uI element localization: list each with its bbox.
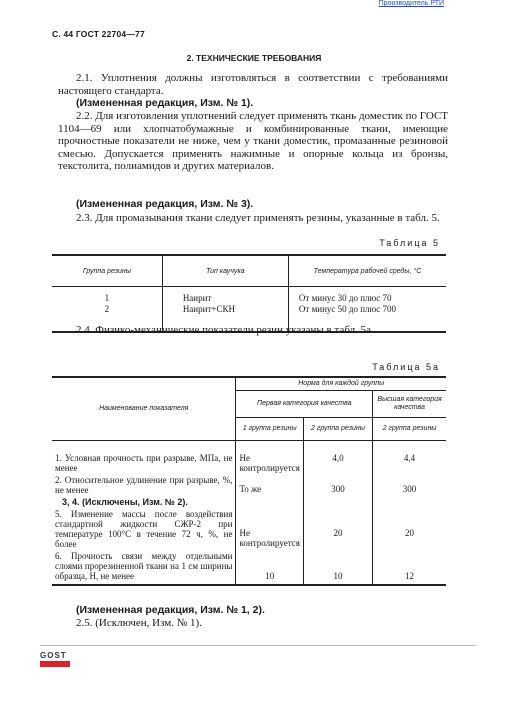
table5a-row4-gh: 20 <box>373 508 446 550</box>
table5a-row3-g2 <box>303 496 372 508</box>
table-5a <box>52 376 446 586</box>
table5a-row5-g2: 10 <box>303 550 372 585</box>
table5a-row3-gh <box>373 496 446 508</box>
table5a-row4-name: 5. Изменение массы после воздействия стандартной жидкости СЖР-2 при температуре 100°С в течение 72 ч, %, не более <box>52 508 236 550</box>
table5a-header-name: Наименование показателя <box>52 377 236 441</box>
table5-row2-group: 2 <box>104 303 110 314</box>
gost-logo-word: GOST <box>40 651 67 660</box>
paragraph-2-5: 2.5. (Исключен, Изм. № 1). <box>76 617 202 629</box>
table5a-caption: Таблица 5а <box>372 362 440 372</box>
table5a-row2-gh: 300 <box>373 474 446 496</box>
table5a-row3-name: 3, 4. (Исключены, Изм. № 2). <box>52 496 236 508</box>
paragraph-2-2: 2.2. Для изготовления уплотнений следует применять ткань доместик по ГОСТ 1104—69 или хлопчатобумажные и комбинированные ткани, имеющие прочностные показатели не ниже, чем у ткани доместик, промазанные резиновой смесью. Допускается применять нажимные и опорные кольца из бронзы, текстолита, полиамидов и других материалов. <box>58 110 448 172</box>
paragraph-2-3: 2.3. Для промазывания ткани следует применять резины, указанные в табл. 5. <box>76 212 440 224</box>
table5a-row2-g2: 300 <box>303 474 372 496</box>
table5a-row1-gh: 4,4 <box>373 441 446 475</box>
table5-header-temp: Температура рабочей среды, °С <box>288 255 446 287</box>
table5a-row1-name: 1. Условная прочность при разрыве, МПа, не менее <box>52 441 236 475</box>
table5a-header-norm: Норма для каждой группы <box>236 377 446 391</box>
table5-row1-group: 1 <box>104 293 110 303</box>
page-header: С. 44 ГОСТ 22704—77 <box>52 29 145 39</box>
edit-note-2-2: (Измененная редакция, Изм. № 3). <box>76 198 254 210</box>
table5a-row1-g2: 4,0 <box>303 441 372 475</box>
table-5 <box>52 254 446 333</box>
table5a-row4-g1: Не контролируется <box>236 508 303 550</box>
table5a-row5-gh: 12 <box>373 550 446 585</box>
table5a-row5-name: 6. Прочность связи между отдельными слоями прорезиненной ткани на 1 см ширины образца, Н, не менее <box>52 550 236 585</box>
table5a-header-cat-high: Высшая категория качества <box>373 391 446 418</box>
table5-row2-temp: От минус 50 до плюс 700 <box>298 303 397 314</box>
table5-header-rubber: Тип каучука <box>162 255 288 287</box>
footer-rule <box>40 645 476 646</box>
gost-logo <box>40 652 70 668</box>
paragraph-2-1: 2.1. Уплотнения должны изготовляться в соответствии с требованиями настоящего стандарта. <box>58 72 448 97</box>
table5-row2-rubber: Наирит+СКН <box>182 303 235 314</box>
table5a-row1-g1: Не контролируется <box>236 441 303 475</box>
table5a-header-g1: 1 группа резины <box>236 418 303 441</box>
table5a-row4-g2: 20 <box>303 508 372 550</box>
edit-note-2-1: (Измененная редакция, Изм. № 1). <box>76 97 254 109</box>
top-link[interactable]: Производитель РТИ <box>378 0 444 7</box>
table5a-header-g2: 2 группа резины <box>303 418 372 441</box>
table5a-row3-g1 <box>236 496 303 508</box>
table5a-row2-name: 2. Относительное удлинение при разрыве, %, не менее <box>52 474 236 496</box>
table5a-row2-g1: То же <box>236 474 303 496</box>
table5a-row5-g1: 10 <box>236 550 303 585</box>
paragraph-2-4: 2.4. Физико-механические показатели резин указаны в табл. 5а. <box>76 324 374 336</box>
table5a-header-cat1: Первая категория качества <box>236 391 373 418</box>
section-title: 2. ТЕХНИЧЕСКИЕ ТРЕБОВАНИЯ <box>186 53 322 63</box>
table5a-header-g2-high: 2 группа резины <box>373 418 446 441</box>
gost-logo-bar <box>40 661 70 667</box>
edit-note-final: (Измененная редакция, Изм. № 1, 2). <box>76 604 265 616</box>
table5-row1-rubber: Наирит <box>182 293 212 303</box>
table5-row1-temp: От минус 30 до плюс 70 <box>298 293 392 303</box>
table5-caption: Таблица 5 <box>379 238 440 248</box>
table5-header-group: Группа резины <box>52 255 162 287</box>
